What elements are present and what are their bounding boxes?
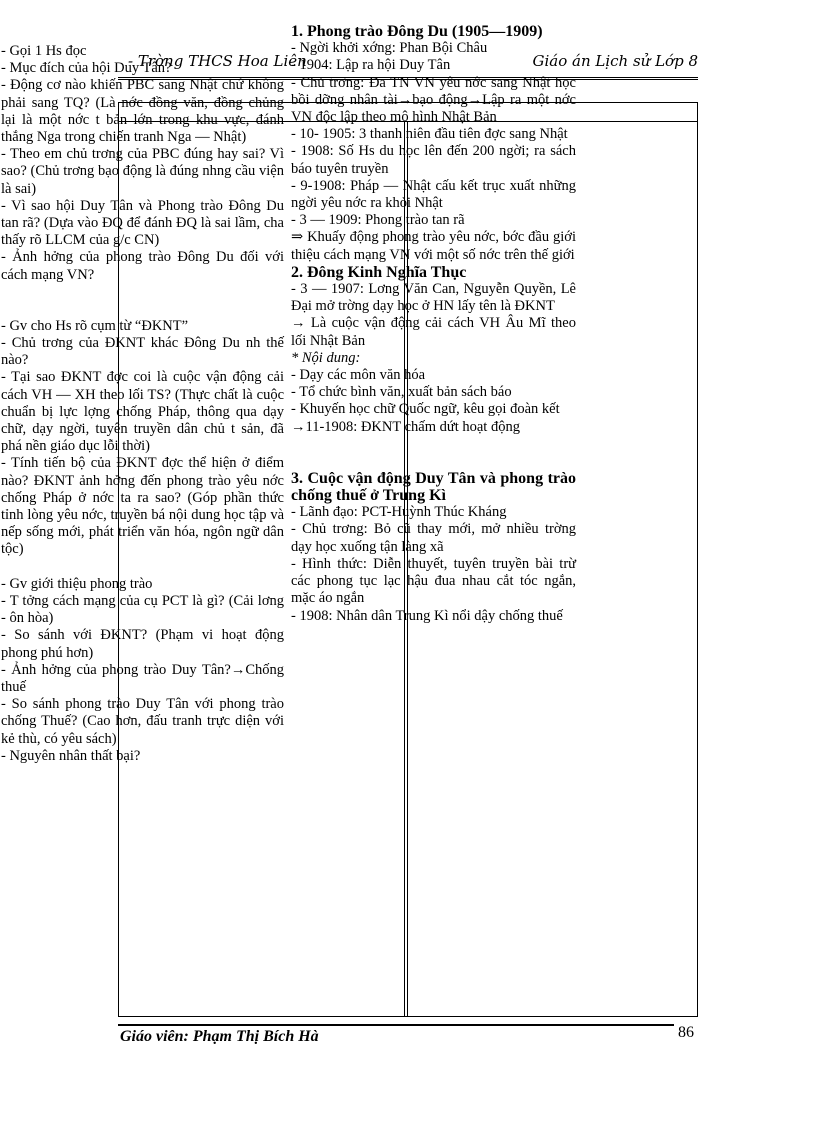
content-line: - Hình thức: Diễn thuyết, tuyên truyền bài trừ các phong tục lạc hậu đua nhau cắt tóc ngắn, mặc áo ngắn bbox=[291, 555, 576, 607]
content-line: - Ngời khởi xớng: Phan Bội Châu bbox=[291, 40, 488, 57]
activity-line: - So sánh phong trào Duy Tân với phong trào chống Thuế? (Cao hơn, đấu tranh trực diện với kẻ thù, có yêu sách) bbox=[1, 696, 284, 747]
content-line: - Chủ trơng: Bỏ cũ thay mới, mở nhiều trờng dạy học xuống tận làng xã bbox=[291, 521, 576, 555]
spacer bbox=[1, 284, 284, 301]
activity-line: - Tại sao ĐKNT đợc coi là cuộc vận động cải cách VH — XH theo lối TS? (Thực chất là cuộc chuẩn bị lực lợng chống Pháp, thông qua dạy chữ, dạy ngời, tuyên truyền dân chủ t sản, đã phá nền giáo dục lỗi thời) bbox=[1, 369, 284, 455]
activity-line: - Chủ trơng của ĐKNT khác Đông Du nh thế nào? bbox=[1, 335, 284, 369]
lesson-content-column bbox=[291, 23, 576, 625]
activity-line: - Gv giới thiệu phong trào bbox=[1, 575, 153, 592]
content-line: ⇒ Khuấy động phong trào yêu nớc, bớc đầu giới thiệu cách mạng VN với một số nớc trên thế giới bbox=[291, 229, 576, 263]
content-line: - 1908: Nhân dân Trung Kì nổi dậy chống thuế bbox=[291, 607, 563, 624]
activity-line: - Tính tiến bộ của ĐKNT đợc thể hiện ở điểm nào? ĐKNT ảnh hởng đến phong trào yêu nớc chống Pháp ở nớc ta ra sao? (Góp phần thức tỉnh lòng yêu nớc, truyền bá nội dung học tập và nếp sống mới, phát triển văn hóa, ngôn ngữ dân tộc) bbox=[1, 455, 284, 558]
content-line: - Lãnh đạo: PCT-Huỳnh Thúc Kháng bbox=[291, 504, 507, 521]
content-line: - 9-1908: Pháp — Nhật cấu kết trục xuất những ngời yêu nớc ra khỏi Nhật bbox=[291, 177, 576, 212]
activity-line: - Ảnh hởng của phong trào Đông Du đối với cách mạng VN? bbox=[1, 249, 284, 283]
activity-line: - Gọi 1 Hs đọc bbox=[1, 43, 87, 59]
activity-line: - So sánh với ĐKNT? (Phạm vi hoạt động phong phú hơn) bbox=[1, 627, 284, 661]
content-line: - Khuyến học chữ Quốc ngữ, kêu gọi đoàn kết bbox=[291, 401, 560, 418]
activity-line: - T tởng cách mạng của cụ PCT là gì? (Cải lơng - ôn hòa) bbox=[1, 592, 284, 627]
spacer bbox=[1, 301, 284, 318]
document-title: Giáo án Lịch sử Lớp 8 bbox=[532, 52, 698, 70]
content-line: →11-1908: ĐKNT chấm dứt hoạt động bbox=[291, 418, 520, 435]
content-line: - 3 — 1909: Phong trào tan rã bbox=[291, 212, 465, 229]
content-line: - 3 — 1907: Lơng Văn Can, Nguyễn Quyền, Lê Đại mở trờng dạy học ở HN lấy tên là ĐKNT bbox=[291, 281, 576, 315]
activity-line: - Theo em chủ trơng của PBC đúng hay sai? Vì sao? (Chủ trơng bạo động là đúng nhng cầu viện là sai) bbox=[1, 146, 284, 197]
activity-line: - Mục đích của hội Duy Tân? bbox=[1, 60, 172, 77]
activity-line: - Vì sao hội Duy Tân và Phong trào Đông Du tan rã? (Dựa vào ĐQ để đánh ĐQ là sai lầm, cha thấy rõ LLCM của g/c CN) bbox=[1, 197, 284, 249]
content-line: - 1904: Lập ra hội Duy Tân bbox=[291, 57, 451, 74]
teacher-activities-column bbox=[1, 43, 284, 765]
content-line: - Tổ chức bình văn, xuất bản sách báo bbox=[291, 384, 512, 401]
content-line: - Chủ trơng: Đa TN VN yêu nớc sang Nhật học bồi dỡng nhân tài→bạo động→Lập ra một nớc VN độc lập theo mô hình Nhật Bản bbox=[291, 74, 576, 126]
school-name: - Trờng THCS Hoa Liên bbox=[128, 52, 307, 70]
content-line: - 1908: Số Hs du học lên đến 200 ngời; ra sách báo tuyên truyền bbox=[291, 143, 576, 177]
content-line: → Là cuộc vận động cải cách VH Âu Mĩ theo lối Nhật Bản bbox=[291, 315, 576, 349]
content-line: * Nội dung: bbox=[291, 349, 361, 366]
section-heading: 2. Đông Kinh Nghĩa Thục bbox=[291, 263, 467, 281]
activity-line: - Nguyên nhân thất bại? bbox=[1, 747, 141, 764]
page-number: 86 bbox=[678, 1024, 694, 1041]
section-heading: 3. Cuộc vận động Duy Tân và phong trào chống thuế ở Trung Kì bbox=[291, 469, 576, 505]
spacer bbox=[291, 436, 576, 453]
footer-divider bbox=[118, 1024, 674, 1026]
spacer bbox=[291, 453, 576, 470]
content-line: - Dạy các môn văn hóa bbox=[291, 367, 426, 384]
activity-line: - Động cơ nào khiến PBC sang Nhật chứ không phải sang TQ? (Là nớc đồng văn, đồng chủng lại là một nớc t bản lớn trong khu vực, đánh thắng Nga trong chiến tranh Nga — Nhật) bbox=[1, 77, 284, 146]
content-line: - 10- 1905: 3 thanh niên đầu tiên đợc sang Nhật bbox=[291, 126, 568, 143]
activity-line: - Gv cho Hs rõ cụm từ “ĐKNT” bbox=[1, 317, 189, 334]
teacher-name: Giáo viên: Phạm Thị Bích Hà bbox=[120, 1028, 319, 1045]
activity-line: - Ảnh hởng của phong trào Duy Tân?→Chống thuế bbox=[1, 661, 284, 695]
section-heading: 1. Phong trào Đông Du (1905—1909) bbox=[291, 23, 543, 40]
spacer bbox=[1, 559, 284, 576]
